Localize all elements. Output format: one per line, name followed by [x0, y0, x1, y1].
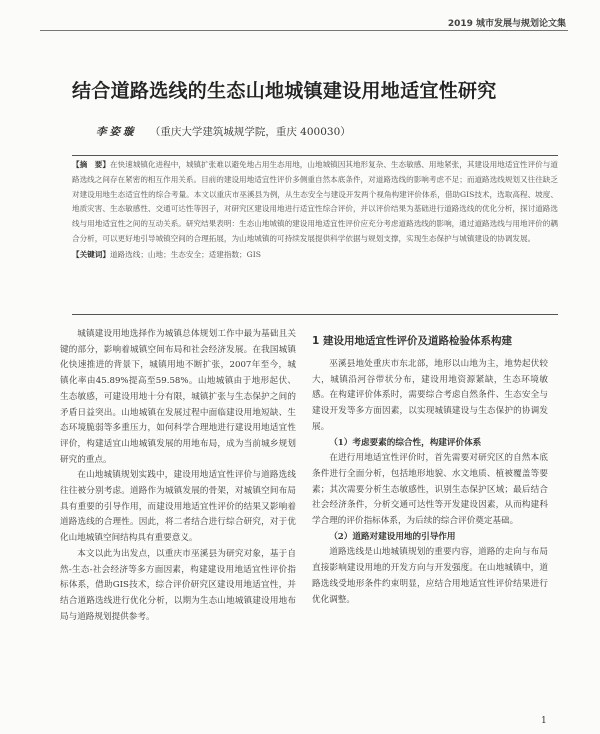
keywords-label: 【关键词】 — [72, 249, 110, 259]
author-affiliation: （重庆大学建筑城规学院，重庆 400030） — [149, 126, 351, 138]
page-number: 1 — [541, 716, 547, 726]
abstract-box — [72, 155, 558, 315]
paper-title: 结合道路选线的生态山地城镇建设用地适宜性研究 — [72, 80, 497, 102]
body-paragraph: 道路选线是山地城镇规划的重要内容，道路的走向与布局直接影响建设用地的开发方向与开发强度。在山地城镇中，道路选线受地形条件约束明显，应结合用地适宜性评价结果进行优化调整。 — [312, 547, 548, 605]
running-header — [0, 0, 600, 34]
body-paragraph: 城镇建设用地选择作为城镇总体规划工作中最为基础且关键的部分，影响着城镇空间布局和社会经济发展。在我国城镇化快速推进的背景下，城镇用地不断扩张，2007年至今，城镇化率由45.89%提高至59.58%。山地城镇由于地形起伏、生态敏感，可建设用地十分有限，城镇扩张与生态保护之间的矛盾日益突出。山地城镇在发展过程中面临建设用地短缺、生态环境脆弱等多重压力，如何科学合理地进行建设用地适宜性评价，构建适宜山地城镇发展的用地布局，成为当前城乡规划研究的重点。 — [60, 329, 296, 465]
body-paragraph: 巫溪县地处重庆市东北部，地形以山地为主，地势起伏较大，城镇沿河谷带状分布，建设用地资源紧缺，生态环境敏感。在构建评价体系时，需要综合考虑自然条件、生态安全与建设开发等多方面因素，以实现城镇建设与生态保护的协调发展。 — [312, 359, 548, 432]
keywords-row — [72, 248, 558, 263]
abstract-text: 在快速城镇化进程中，城镇扩张难以避免地占用生态用地，山地城镇因其地形复杂、生态敏感、用地紧张，其建设用地适宜性评价与道路选线之间存在紧密的相互作用关系。目前的建设用地适宜性评价多侧重自然本底条件，对道路选线的影响考虑不足；而道路选线规划又往往缺乏对建设用地生态适宜性的综合考量。本文以重庆市巫溪县为例，从生态安全与建设开发两个视角构建评价体系，借助GIS技术，选取高程、坡度、地质灾害、生态敏感性、交通可达性等因子，对研究区建设用地进行适宜性综合评价，并以评价结果为基础进行道路选线的优化分析，探讨道路选线与用地适宜性之间的互动关系。研究结果表明：生态山地城镇的建设用地适宜性评价应充分考虑道路选线的影响，通过道路选线与用地评价的耦合分析，可以更好地引导城镇空间的合理拓展，为山地城镇的可持续发展提供科学依据与规划支撑，实现生态保护与城镇建设的协调发展。 — [72, 160, 558, 243]
body-column-right — [312, 327, 548, 697]
body-paragraph: 在进行用地适宜性评价时，首先需要对研究区的自然本底条件进行全面分析，包括地形地貌、水文地质、植被覆盖等要素；其次需要分析生态敏感性，识别生态保护区域；最后结合社会经济条件，分析交通可达性等开发建设因素，从而构建科学合理的评价指标体系，为后续的综合评价奠定基础。 — [312, 453, 548, 527]
body-paragraph: 本文以此为出发点，以重庆市巫溪县为研究对象，基于自然-生态-社会经济等多方面因素，构建建设用地适宜性评价指标体系，借助GIS技术，综合评价研究区建设用地适宜性，并结合道路选线进行优化分析，以期为生态山地城镇建设用地布局与道路规划提供参考。 — [60, 548, 296, 622]
body-paragraph: 在山地城镇规划实践中，建设用地适宜性评价与道路选线往往被分别考虑。道路作为城镇发展的骨架，对城镇空间布局具有重要的引导作用，而建设用地适宜性评价的结果又影响着道路选线的合理性。因此，将二者结合进行综合研究，对于优化山地城镇空间结构具有重要意义。 — [60, 470, 296, 544]
author-line — [96, 124, 351, 139]
keywords-text: 道路选线；山地；生态安全；适建指数；GIS — [109, 249, 261, 259]
subsection-heading: （1）考虑要素的综合性，构建评价体系 — [329, 437, 482, 448]
header-rule — [40, 30, 568, 31]
author-name: 李姿璇 — [96, 126, 137, 138]
section-heading: 1 建设用地适宜性评价及道路检验体系构建 — [312, 335, 512, 347]
series-title: 2019 城市发展与规划论文集 — [447, 19, 566, 29]
body-column-left — [60, 327, 296, 697]
subsection-heading: （2）道路对建设用地的引导作用 — [329, 531, 456, 542]
abstract-label: 【摘 要】 — [72, 160, 110, 169]
